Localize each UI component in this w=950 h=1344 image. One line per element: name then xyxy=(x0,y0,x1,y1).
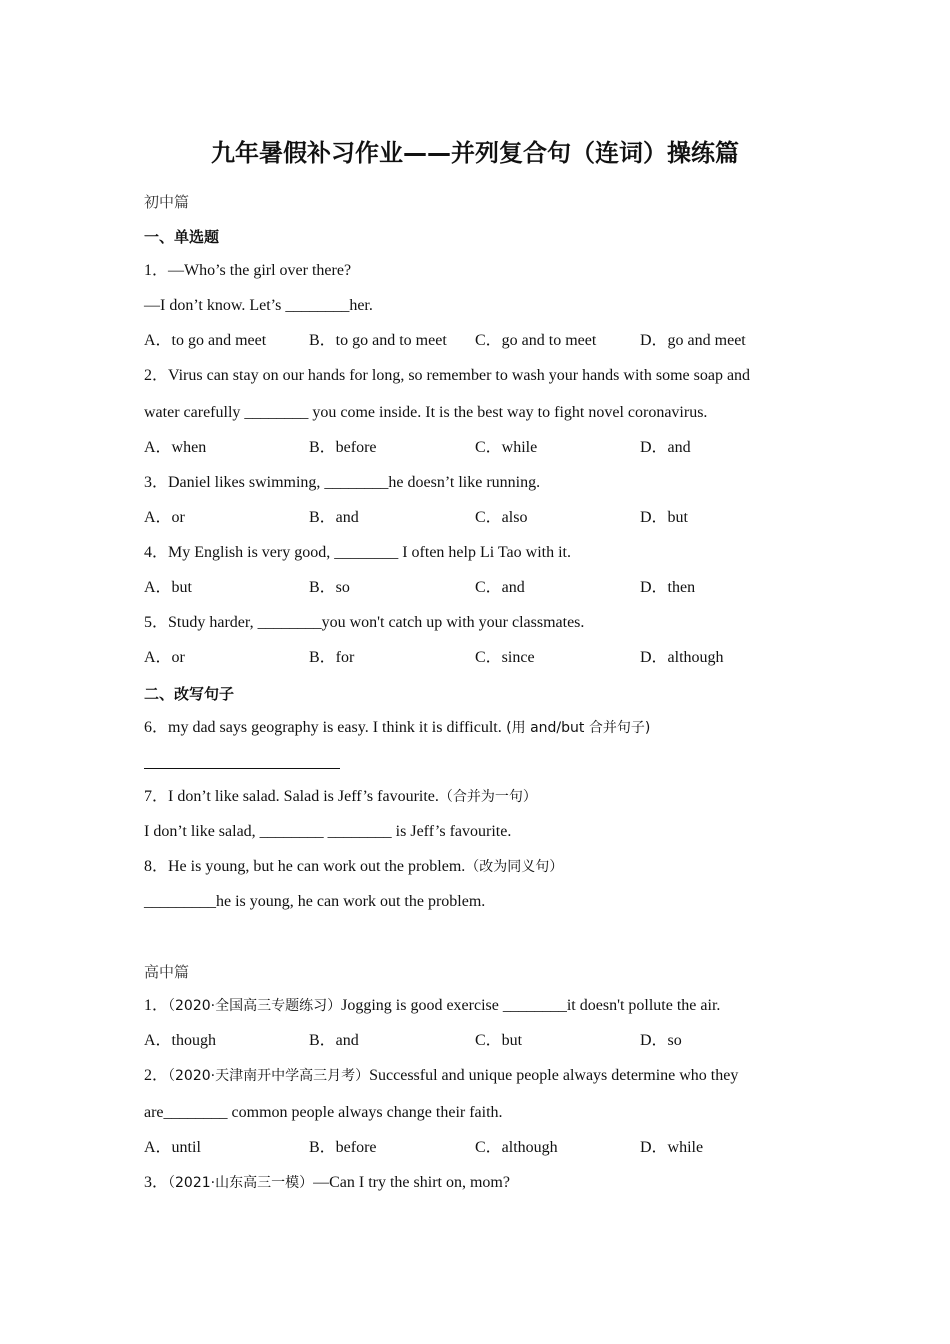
question-2-line-1: 2．Virus can stay on our hands for long, so remember to wash your hands with some soap and xyxy=(144,367,751,384)
question-1-options xyxy=(144,331,824,351)
option-a: A．though xyxy=(144,1032,217,1049)
question-3-line-1: 3．Daniel likes swimming, ________he doesn’t like running. xyxy=(144,474,541,491)
question-number: 2． xyxy=(144,1067,169,1084)
senior-question-2 xyxy=(144,1066,738,1086)
option-d: D．then xyxy=(640,579,696,596)
option-c: C．go and to meet xyxy=(475,332,597,349)
question-6-text: 6．my dad says geography is easy. I think it is difficult. xyxy=(144,719,502,736)
question-number: 3． xyxy=(144,1174,169,1191)
option-b: B．before xyxy=(309,439,377,456)
option-c: C．since xyxy=(475,649,535,666)
option-b: B．and xyxy=(309,1032,359,1049)
question-3-options xyxy=(144,508,824,528)
senior-question-1-options xyxy=(144,1031,824,1051)
question-1-line-1: 1．—Who’s the girl over there? xyxy=(144,262,352,279)
section-multiple-choice: 一、单选题 xyxy=(144,228,220,246)
question-6 xyxy=(144,718,650,738)
option-a: A．when xyxy=(144,439,207,456)
question-8-text: 8．He is young, but he can work out the problem. xyxy=(144,858,466,875)
section-rewrite: 二、改写句子 xyxy=(144,685,235,703)
option-d: D．although xyxy=(640,649,724,666)
option-d: D．so xyxy=(640,1032,682,1049)
question-source: （2021·山东高三一模） xyxy=(168,1175,314,1191)
question-8-line-2: _________he is young, he can work out the problem. xyxy=(144,893,486,910)
option-c: C．although xyxy=(475,1139,558,1156)
senior-label: 高中篇 xyxy=(144,963,190,981)
question-8 xyxy=(144,857,563,877)
question-1-line-2: —I don’t know. Let’s ________her. xyxy=(144,297,373,314)
question-7 xyxy=(144,787,537,807)
option-b: B．and xyxy=(309,509,359,526)
question-source: （2020·天津南开中学高三月考） xyxy=(168,1068,370,1084)
question-7-line-2: I don’t like salad, ________ ________ is Jeff’s favourite. xyxy=(144,823,512,840)
question-text: Jogging is good exercise ________it doesn't pollute the air. xyxy=(341,997,721,1014)
question-7-text: 7．I don’t like salad. Salad is Jeff’s favourite. xyxy=(144,788,439,805)
question-2-options xyxy=(144,438,824,458)
question-4-options xyxy=(144,578,824,598)
question-2-line-2: water carefully ________ you come inside. It is the best way to fight novel coronavirus. xyxy=(144,404,708,421)
question-7-note: （合并为一句） xyxy=(438,789,537,805)
question-text: —Can I try the shirt on, mom? xyxy=(313,1174,510,1191)
option-c: C．while xyxy=(475,439,538,456)
option-b: B．to go and to meet xyxy=(309,332,447,349)
question-6-note: (用 and/but 合并句子) xyxy=(501,720,651,736)
question-text: Successful and unique people always determine who they xyxy=(369,1067,739,1084)
senior-question-2-line-2: are________ common people always change their faith. xyxy=(144,1104,503,1121)
question-4-line-1: 4．My English is very good, ________ I often help Li Tao with it. xyxy=(144,544,571,561)
option-b: B．so xyxy=(309,579,350,596)
option-a: A．but xyxy=(144,579,193,596)
question-number: 1． xyxy=(144,997,169,1014)
option-d: D．but xyxy=(640,509,689,526)
senior-question-2-options xyxy=(144,1138,824,1158)
option-c: C．and xyxy=(475,579,525,596)
option-d: D．while xyxy=(640,1139,704,1156)
option-d: D．go and meet xyxy=(640,332,746,349)
page-title: 九年暑假补习作业——并列复合句（连词）操练篇 xyxy=(211,139,739,167)
option-a: A．until xyxy=(144,1139,201,1156)
question-5-options xyxy=(144,648,824,668)
answer-line xyxy=(144,768,340,769)
option-b: B．before xyxy=(309,1139,377,1156)
option-a: A．to go and meet xyxy=(144,332,267,349)
question-source: （2020·全国高三专题练习） xyxy=(168,998,342,1014)
question-5-line-1: 5．Study harder, ________you won't catch up with your classmates. xyxy=(144,614,585,631)
option-c: C．but xyxy=(475,1032,523,1049)
option-a: A．or xyxy=(144,649,185,666)
option-a: A．or xyxy=(144,509,185,526)
junior-label: 初中篇 xyxy=(144,193,190,211)
senior-question-1 xyxy=(144,996,720,1016)
option-d: D．and xyxy=(640,439,691,456)
question-8-note: （改为同义句） xyxy=(465,859,564,875)
senior-question-3 xyxy=(144,1173,510,1193)
option-c: C．also xyxy=(475,509,528,526)
option-b: B．for xyxy=(309,649,355,666)
